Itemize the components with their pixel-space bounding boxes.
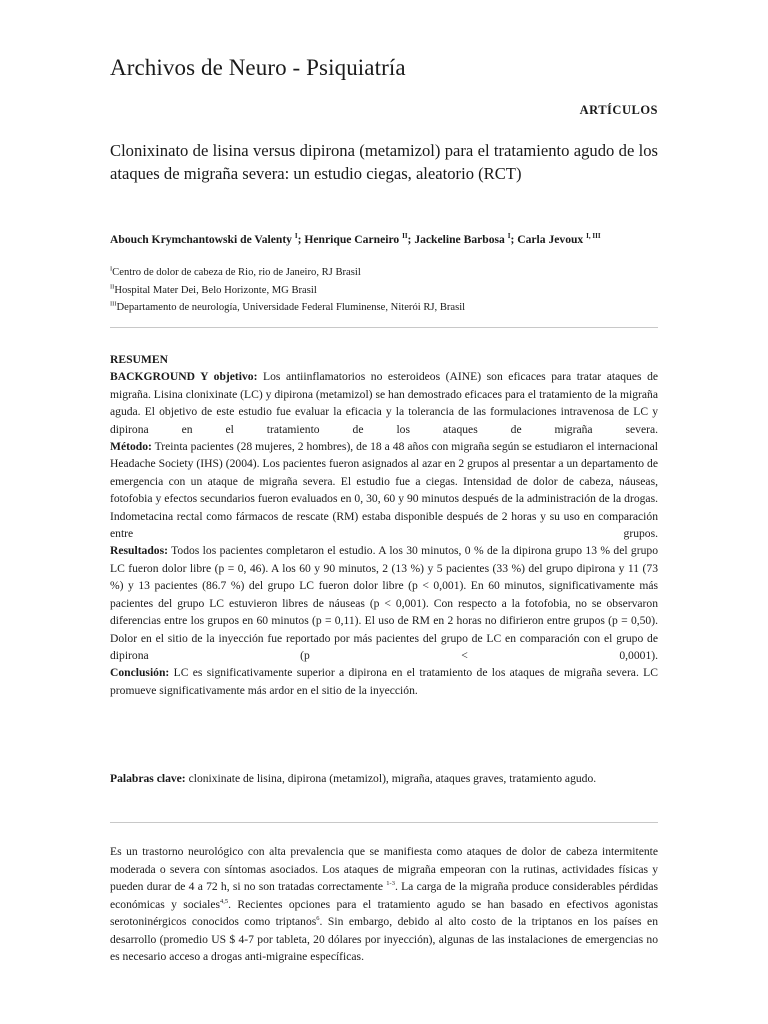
divider	[110, 822, 658, 823]
abstract-method-text: Treinta pacientes (28 mujeres, 2 hombres), de 18 a 48 años con migraña según se estudiaron el internacional Headache Society (IHS) (2004). Los pacientes fueron asignados al azar en 2 grupos al presentar a un departamento de emergencia con un ataque de migraña severa. El estudio fue a ciegas. Intensidad de dolor de cabeza, náuseas, fotofobia y efectos secundarios fueron evaluados en 0, 30, 60 y 90 minutos después de la administración de la drogas. Indometacina rectal como fármacos de rescate (RM) estaba disponible después de 2 horas y su uso en comparación entre grupos.	[110, 440, 658, 541]
abstract-background-label: BACKGROUND Y objetivo:	[110, 370, 258, 384]
body-paragraph: Es un trastorno neurológico con alta prevalencia que se manifiesta como ataques de dolor de cabeza intermitente moderada o severa con síntomas asociados. Los ataques de migraña empeoran con la rutinas, actividades físicas y pueden durar de 4 a 72 h, si no son tratadas correctamente $^{1-3}$. La carga de la migraña produce considerables pérdidas económicas y sociales$^{4,5}$. Recientes opciones para el tratamiento agudo se han basado en efectivos agonistas serotoninérgicos conocidos como triptanos$^6$. Sin embargo, debido al alto costo de la triptanos en los países en desarrollo (promedio US $ 4-7 por tableta, 20 dólares por inyección), algunas de las instalaciones de emergencias no es necesario acceso a drogas anti-migraine específicas.	[110, 845, 658, 963]
abstract-heading: RESUMEN	[110, 353, 168, 366]
journal-title: Archivos de Neuro - Psiquiatría	[110, 55, 406, 80]
abstract-results	[110, 542, 658, 664]
abstract-conclusion-text: LC es significativamente superior a dipirona en el tratamiento de los ataques de migraña severa. LC promueve significativamente más ardor en el sitio de la inyección.	[110, 666, 658, 697]
affiliation-text: Departamento de neurología, Universidade Federal Fluminense, Niterói RJ, Brasil	[116, 302, 466, 313]
affiliation-item	[110, 299, 658, 317]
keywords	[110, 770, 658, 787]
reference-mark: 4,5	[220, 897, 229, 905]
keywords-label: Palabras clave:	[110, 772, 186, 785]
affiliation-list	[110, 264, 658, 317]
abstract-conclusion	[110, 664, 658, 699]
affiliation-item	[110, 264, 658, 282]
abstract-results-label: Resultados:	[110, 544, 168, 558]
author-name: Abouch Krymchantowski de Valenty	[110, 233, 292, 246]
section-label: ARTÍCULOS	[579, 103, 658, 117]
abstract-results-text: Todos los pacientes completaron el estudio. A los 30 minutos, 0 % de la dipirona grupo 13 % del grupo LC fueron dolor libre (p = 0, 46). A los 60 y 90 minutos, 2 (13 %) y 5 pacientes (33 %) del grupo dipirona y 11 (73 %) y 13 pacientes (86.7 %) del grupo LC fueron dolor libre (p < 0,001). En 60 minutos, significativamente más pacientes del grupo LC estuvieron libres de náuseas (p < 0,001). Con respecto a la fotofobia, no se observaron diferencias entre los grupos en 60 minutos (p = 0,11). El uso de RM en 2 horas no difirieron entre grupos (p = 0,50). Dolor en el sitio de la inyección fue reportado por más pacientes del grupo de LC en comparación con el grupo de dipirona (p < 0,0001).	[110, 544, 658, 662]
reference-mark: 6	[316, 915, 320, 923]
affiliation-mark: II	[110, 282, 115, 290]
affiliation-item	[110, 282, 658, 300]
author-affiliation-mark: II	[402, 232, 408, 241]
abstract-background-text: Los antiinflamatorios no esteroideos (AINE) son eficaces para tratar ataques de migraña. Lisina clonixinate (LC) y dipirona (metamizol) se han demostrado eficaces para el tratamiento de la migraña aguda. El objetivo de este estudio fue evaluar la eficacia y la tolerancia de las formulaciones intravenosa de LC y dipirona en el tratamiento de los ataques de migraña severa.	[110, 370, 659, 436]
author-name: Jackeline Barbosa	[414, 233, 505, 246]
affiliation-text: Hospital Mater Dei, Belo Horizonte, MG Brasil	[114, 284, 317, 296]
divider	[110, 327, 658, 328]
author-affiliation-mark: I	[507, 232, 511, 241]
abstract-method	[110, 438, 658, 542]
reference-mark: 1-3	[386, 880, 395, 888]
keywords-text: clonixinate de lisina, dipirona (metamizol), migraña, ataques graves, tratamiento agudo.	[188, 772, 597, 785]
affiliation-text: Centro de dolor de cabeza de Rio, rio de Janeiro, RJ Brasil	[112, 267, 361, 278]
abstract-method-label: Método:	[110, 440, 152, 454]
abstract	[110, 351, 658, 699]
affiliation-mark: I	[110, 265, 113, 273]
author-affiliation-mark: I, III	[586, 232, 601, 241]
author-affiliation-mark: I	[294, 232, 298, 241]
article-title: Clonixinato de lisina versus dipirona (metamizol) para el tratamiento agudo de los ataques de migraña severa: un estudio ciegas, aleatorio (RCT)	[110, 141, 658, 183]
author-name: Carla Jevoux	[517, 233, 584, 246]
affiliation-mark: III	[110, 300, 117, 308]
author-name: Henrique Carneiro	[304, 233, 400, 246]
abstract-conclusion-label: Conclusión:	[110, 666, 170, 680]
abstract-background	[110, 368, 658, 438]
author-list: Abouch Krymchantowski de Valenty $^I$; Henrique Carneiro $^{II}$; Jackeline Barbosa $^I$; Carla Jevoux $^{I, III}$	[110, 232, 601, 246]
